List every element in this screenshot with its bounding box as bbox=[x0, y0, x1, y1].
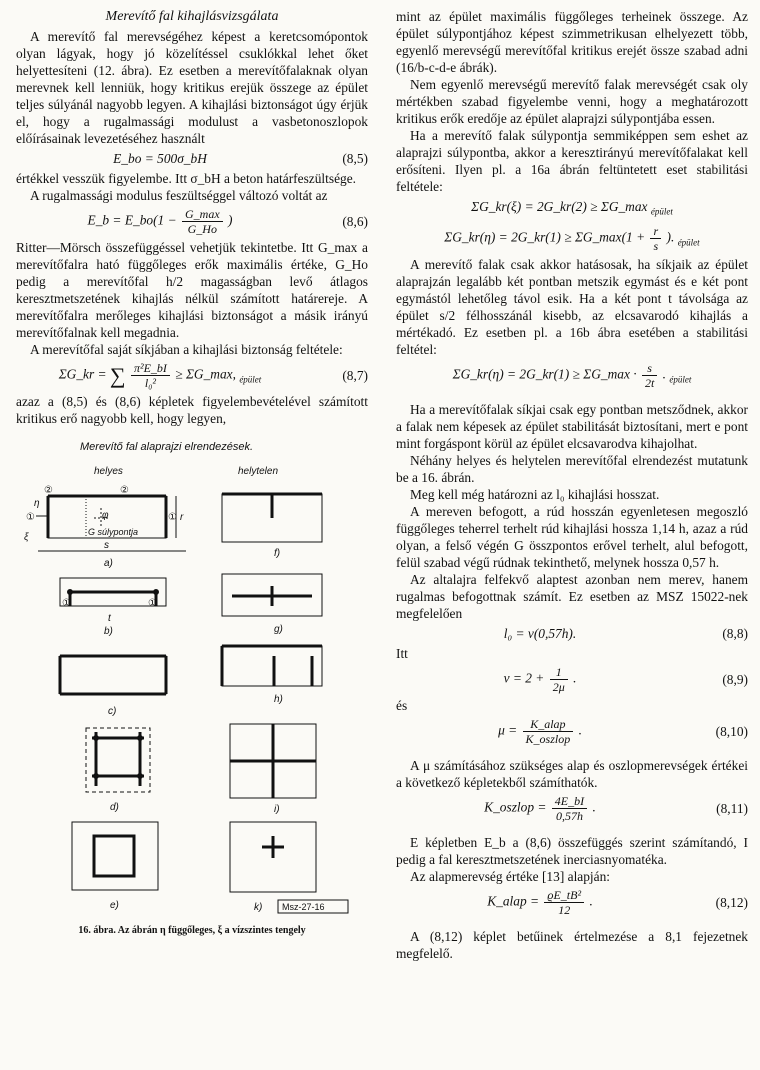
equation-close: . bbox=[589, 893, 593, 909]
equation-right: ≥ ΣG_max, bbox=[175, 366, 236, 382]
equation-b bbox=[396, 224, 748, 253]
panel-h bbox=[222, 646, 322, 705]
equation-8-10 bbox=[396, 717, 748, 746]
equation-8-12 bbox=[396, 888, 748, 917]
equation-expr: ΣG_kr(ξ) = 2G_kr(2) ≥ ΣG_max bbox=[471, 199, 648, 214]
equation-number: (8,9) bbox=[722, 671, 748, 687]
paragraph: Meg kell még határozni az l₀ kihajlási hosszat. bbox=[410, 486, 660, 502]
paragraph: mint az épület maximális függőleges terheinek összege. Az épület súlypontjához képest szimmetrikusan elhelyezett több, egyenlő merevségű merevítőfal kritikus erejét össze szabad adni (16/b-c-d-e ábrák). bbox=[396, 9, 748, 75]
panel-label-f: f) bbox=[274, 548, 281, 559]
equation-number: (8,5) bbox=[342, 151, 368, 166]
equation-left: ΣG_kr(η) = 2G_kr(1) ≥ ΣG_max · bbox=[452, 366, 637, 382]
paragraph: A (8,12) képlet betűinek értelmezése a 8,1 fejezetnek megfelelő. bbox=[396, 928, 748, 961]
panel-label-c: c) bbox=[108, 706, 117, 717]
label-r: r bbox=[180, 512, 184, 523]
paragraph: A rugalmassági modulus feszültséggel változó voltát az bbox=[30, 188, 328, 203]
fraction bbox=[131, 361, 170, 390]
equation-left: ν = 2 + bbox=[503, 670, 545, 686]
paragraph: Ritter—Mörsch összefüggéssel vehetjük tekintetbe. Itt G_max a merevítőfalra ható függőleges erők maximális értéke, G_Ho pedig a merevítőfal h/2 magasságban levő átlagos keresztmetszetének kihajlás nélkül számított határereje. A merevítőfalra merőleges kihajlási biztonságot a másik irányú merevítőfalnak kell megadnia. bbox=[16, 240, 368, 340]
fraction-top: 4E_bI bbox=[552, 794, 587, 809]
panel-e bbox=[72, 822, 158, 911]
paragraph: A mereven befogott, a rúd hosszán egyenletesen megoszló függőleges teherrel terhelt rúd kihajlási hossza 1,14 h, azaz a rúd olyan, a felső végén G összpontos erővel terhelt, alul befogott, felül szabad végű rúdnak tekinthető, melynek hossza 0,57 h. bbox=[396, 503, 748, 570]
fraction bbox=[544, 888, 584, 917]
label-1: ① bbox=[26, 512, 35, 523]
fraction-bottom: 2t bbox=[644, 375, 655, 390]
paragraph: Ha a merevítőfalak síkjai csak egy pontban metsződnek, akkor a falak nem képesek az épület stabilitását biztosítani, mert e pont mint forgáspont körül az épület elcsavarodva kihajolhat. bbox=[396, 401, 748, 451]
equation-close: . bbox=[592, 799, 596, 815]
equation-close: . bbox=[573, 670, 577, 686]
equation-8-6 bbox=[16, 207, 368, 236]
panel-k bbox=[230, 822, 348, 913]
paragraph: A merevítő fal merevségéhez képest a keretcsomópontok olyan lágyak, hogy jó közelítéssel csuklókkal lehet őket helyettesíteni (12. ábra). Ez esetben a merevítőfalaknak olyan merevnek kell lenniük, hogy kritikus erejük összege az épület teljes súlyánál nagyobb legyen. A kihajlási biztonságot úgy érjük el, hogy a rugalmassági modulust a vasbetonoszlopok előírásainak levezetéséhez használt bbox=[16, 29, 368, 146]
figure-caption: 16. ábra. Az ábrán η függőleges, ξ a vízszintes tengely bbox=[78, 925, 306, 936]
equation-expr: l₀ = ν(0,57h). bbox=[503, 625, 577, 641]
label-xi: ξ bbox=[24, 532, 29, 543]
paragraph: A μ számításához szükséges alap és oszlopmerevségek értékei a következő képletekből számíthatók. bbox=[396, 757, 748, 790]
fraction-top: π²E_bI bbox=[131, 361, 170, 376]
panel-label-a: a) bbox=[104, 558, 113, 569]
equation-left: ΣG_kr = bbox=[58, 366, 107, 382]
equation-number: (8,7) bbox=[342, 368, 368, 383]
panel-label-d: d) bbox=[110, 802, 119, 813]
fraction bbox=[642, 361, 657, 390]
panel-f bbox=[222, 494, 322, 559]
equation-8-8 bbox=[396, 625, 748, 642]
equation-left: ΣG_kr(η) = 2G_kr(1) ≥ ΣG_max(1 + bbox=[444, 229, 646, 245]
fraction-top: K_alap bbox=[523, 717, 574, 732]
fraction-bottom: 0,57h bbox=[555, 808, 583, 823]
panel-d bbox=[86, 728, 150, 813]
fraction bbox=[523, 717, 574, 746]
label-wrong: helytelen bbox=[238, 466, 279, 477]
fraction-bottom: 2μ bbox=[552, 679, 565, 694]
figure-stamp: Msz-27-16 bbox=[282, 902, 325, 912]
label-eta: η bbox=[34, 498, 40, 509]
equation-number: (8,6) bbox=[342, 214, 368, 229]
equation-close: ) bbox=[228, 212, 233, 228]
equation-8-9 bbox=[396, 665, 748, 694]
fraction-top: r bbox=[650, 224, 661, 239]
fraction-bottom: K_oszlop bbox=[525, 731, 571, 746]
fraction-top: ϱE_tB² bbox=[544, 888, 584, 903]
paragraph: Nem egyenlő merevségű merevítő falak merevségét csak oly mértékben szabad figyelembe venni, hogy a meghatározott kritikus erők eredője az épület alaprajzi súlypontjába essen. bbox=[396, 77, 748, 126]
panel-label-e: e) bbox=[110, 900, 119, 911]
fraction-bottom: G_Ho bbox=[187, 222, 217, 236]
label-phi: φ bbox=[102, 510, 109, 521]
label-correct: helyes bbox=[94, 466, 123, 477]
paragraph: és bbox=[396, 697, 408, 713]
label-1: ① bbox=[148, 598, 157, 609]
fraction-top: s bbox=[642, 361, 657, 376]
equation-number: (8,12) bbox=[715, 894, 748, 910]
right-column bbox=[396, 8, 748, 962]
paragraph: Az alapmerevség értéke [13] alapján: bbox=[410, 868, 611, 884]
fraction-top: G_max bbox=[182, 207, 223, 222]
figure-16 bbox=[16, 439, 368, 939]
equation-8-7 bbox=[16, 361, 368, 390]
equation-close: . bbox=[578, 722, 582, 738]
paragraph: Az altalajra felfekvő alaptest azonban nem merev, hanem rugalmas befogottnak számít. Ez esetben az MSZ 15022-nek megfelelően bbox=[396, 571, 748, 621]
panel-label-k: k) bbox=[254, 902, 263, 913]
fraction-bottom: s bbox=[653, 238, 659, 253]
equation-subscript: épület bbox=[669, 373, 692, 384]
equation-a bbox=[396, 198, 748, 221]
paragraph: Itt bbox=[396, 645, 408, 661]
equation-left: K_oszlop = bbox=[484, 799, 547, 815]
paragraph: A merevítő falak csak akkor hatásosak, ha síkjaik az épület alaprajzán legalább két pontban metszik egymást és e két pont egymástól lehetőleg távol esik. Ha a két pont t távolsága az épület s/2 félhosszánál kisebb, az elcsavarodó kihajlás a mértékadó. Ez esetben pl. a 16b ábra esetében a stabilitási feltétel: bbox=[396, 256, 748, 357]
equation-8-5 bbox=[16, 150, 368, 167]
label-1: ① bbox=[62, 598, 71, 609]
equation-number: (8,10) bbox=[715, 723, 748, 739]
equation-expr: E_bo = 500σ_bH bbox=[113, 151, 207, 166]
panel-i bbox=[230, 724, 316, 815]
equation-subscript: épület bbox=[677, 236, 700, 247]
paragraph: Néhány helyes és helytelen merevítőfal elrendezést mutatunk be a 16. ábrán. bbox=[396, 452, 748, 485]
paragraph: értékkel vesszük figyelembe. Itt σ_bH a beton határfeszültsége. bbox=[16, 171, 356, 186]
equation-subscript: épület bbox=[239, 374, 262, 385]
fraction-top: 1 bbox=[550, 665, 568, 680]
paragraph: azaz a (8,5) és (8,6) képletek figyelembevételével számított kritikus erő nagyobb kell, hogy legyen, bbox=[16, 394, 368, 426]
fraction bbox=[552, 794, 587, 823]
label-t: t bbox=[108, 613, 111, 624]
equation-left: K_alap = bbox=[487, 893, 540, 909]
equation-close: . bbox=[662, 366, 667, 382]
panel-label-i: i) bbox=[274, 804, 280, 815]
equation-8-11 bbox=[396, 794, 748, 823]
fraction-bottom: 12 bbox=[558, 902, 571, 917]
section-title: Merevítő fal kihajlásvizsgálata bbox=[105, 9, 279, 24]
equation-left: μ = bbox=[498, 722, 518, 738]
paragraph: A merevítőfal saját síkjában a kihajlási biztonság feltétele: bbox=[30, 342, 343, 357]
equation-c bbox=[396, 361, 748, 390]
label-1: ① bbox=[168, 512, 177, 523]
paragraph: Ha a merevítő falak súlypontja semmiképpen sem eshet az alaprajzi súlypontba, akkor a keresztirányú merevítőfalakat kell erősíteni. Ilyen pl. a 16a ábrán feltüntetett eset stabilitási feltétele: bbox=[396, 128, 748, 194]
fraction bbox=[550, 665, 568, 694]
label-s: s bbox=[104, 540, 109, 551]
panel-label-h: h) bbox=[274, 694, 283, 705]
equation-number: (8,8) bbox=[722, 625, 748, 641]
panel-a bbox=[24, 485, 186, 569]
fraction bbox=[650, 224, 661, 253]
figure-drawing bbox=[16, 456, 368, 916]
equation-subscript: épület bbox=[650, 206, 673, 217]
label-2: ② bbox=[120, 485, 129, 496]
equation-number: (8,11) bbox=[716, 800, 748, 816]
panel-label-g: g) bbox=[274, 624, 283, 635]
paragraph: E képletben E_b a (8,6) összefüggés szerint számítandó, I pedig a fal keresztmetszetének inerciasnyomatéka. bbox=[396, 834, 748, 867]
panel-c bbox=[60, 656, 166, 717]
panel-g bbox=[222, 574, 322, 635]
label-g: G súlypontja bbox=[88, 527, 139, 537]
fraction-bottom: l₀² bbox=[144, 376, 156, 390]
left-column bbox=[16, 8, 368, 939]
sum-sign: ∑ bbox=[109, 363, 126, 388]
equation-close: ). bbox=[666, 229, 675, 245]
panel-b bbox=[60, 578, 166, 637]
panel-label-b: b) bbox=[104, 626, 113, 637]
equation-left: E_b = E_bo(1 − bbox=[87, 212, 177, 228]
figure-title: Merevítő fal alaprajzi elrendezések. bbox=[80, 441, 254, 453]
label-2: ② bbox=[44, 485, 53, 496]
fraction bbox=[182, 207, 223, 236]
